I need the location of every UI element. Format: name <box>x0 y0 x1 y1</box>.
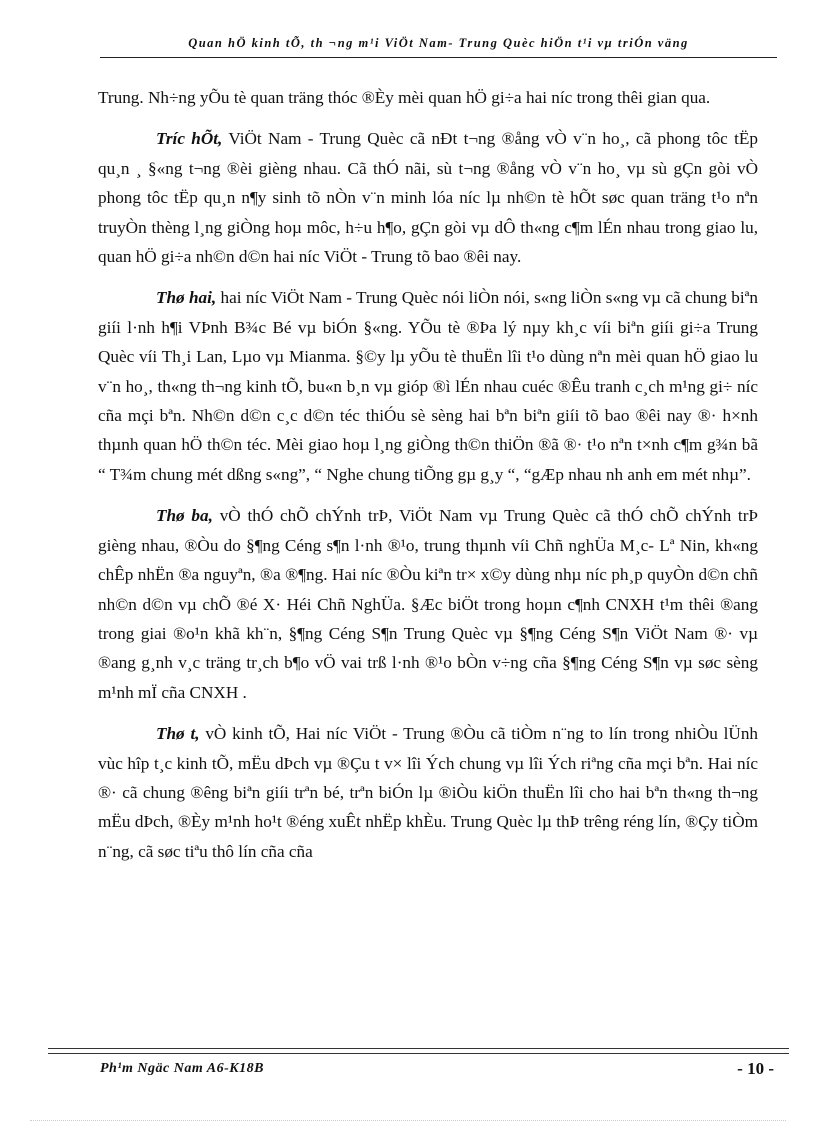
paragraph-lead: Tríc hÕt, <box>156 129 223 149</box>
page-edge-divider <box>30 1120 786 1121</box>
footer-rule-bottom <box>48 1053 789 1054</box>
paragraph-text: vÒ kinh tÕ, Hai níc ViÖt - Trung ®Òu cã tiÒm n¨ng to lín trong nhiÒu lÜnh vùc hîp t¸c kinh tÕ, mËu dÞch vµ ®Çu t v× lîi Ých chung vµ lîi Ých riªng cña mçi bªn. Hai níc ®· cã chung ®êng biªn giíi trªn bé, trªn biÓn lµ ®iÒu kiÖn thuËn lîi cho hai bªn th«ng th¬ng mËu dÞch, ®Èy m¹nh ho¹t ®éng xuÊt nhËp khÈu. Trung Quèc lµ thÞ trêng réng lín, ®Çy tiÒm n¨ng, cã søc tiªu thô lín cña cña <box>98 724 759 861</box>
paragraph-lead: Thø ba, <box>156 506 213 526</box>
paragraph-text: vÒ thÓ chÕ chÝnh trÞ, ViÖt Nam vµ Trung Quèc cã thÓ chÕ chÝnh trÞ gièng nhau, ®Òu do §¶ng Céng s¶n l·nh ®¹o, trung thµnh víi Chñ nghÜa M¸c- Lª Nin, kh«ng chÊp nhËn ®a nguyªn, ®a ®¶ng. Hai níc ®Òu kiªn tr× x©y dùng nhµ níc ph¸p quyÒn d©n chñ nh©n d©n vµ chÕ ®é X· Héi Chñ NghÜa. §Æc biÖt trong hoµn c¶nh CNXH t¹m thêi ®ang trong giai ®o¹n khã kh¨n, §¶ng Céng S¶n Trung Quèc vµ §¶ng Céng S¶n ViÖt Nam ®· vµ ®ang g¸nh v¸c träng tr¸ch b¶o vÖ vai trß l·nh ®¹o bÒn v÷ng cña §¶ng Céng S¶n vµ søc sèng m¹nh mÏ cña CNXH . <box>98 506 758 702</box>
paragraph-third <box>98 501 758 707</box>
paragraph-text: hai níc ViÖt Nam - Trung Quèc nói liÒn nói, s«ng liÒn s«ng vµ cã chung biªn giíi l·nh h¶i VÞnh B¾c Bé vµ biÓn §«ng. YÕu tè ®Þa lý nµy kh¸c víi biªn giíi gi÷a Trung Quèc víi Th¸i Lan, Lµo vµ Mianma. §©y lµ yÕu tè thuËn lîi t¹o dùng nªn mèi quan hÖ giao lu v¨n ho¸, th«ng th¬ng kinh tÕ, bu«n b¸n vµ gióp ®ì lÉn nhau cuéc ®Êu tranh c¸ch m¹ng gi÷ níc cña mçi bªn. Nh©n d©n c¸c d©n téc thiÓu sè sèng hai bªn biªn giíi tõ bao ®êi nay ®· h×nh thµnh quan hÖ th©n téc. Mèi giao hoµ l¸ng giÒng th©n thiÖn ®ã ®· t¹o nªn t×nh c¶m g¾n bã “ T¾m chung mét dßng s«ng”, “ Nghe chung tiÕng gµ g¸y “, “gÆp nhau nh anh em mét nhµ”. <box>98 288 758 484</box>
paragraph-lead: Thø hai, <box>156 288 217 308</box>
page-number: - 10 - <box>737 1059 774 1078</box>
paragraph-lead: Thø t, <box>156 724 200 744</box>
paragraph-fourth <box>98 719 758 866</box>
header-rule <box>100 57 777 58</box>
paragraph-continuation <box>98 83 758 112</box>
paragraph-second <box>98 283 758 489</box>
paragraph-first <box>98 124 758 271</box>
footer-rule-top <box>48 1048 789 1049</box>
paragraph-text: ViÖt Nam - Trung Quèc cã nÐt t¬ng ®ång vÒ v¨n ho¸, cã phong tôc tËp qu¸n ¸ §«ng t¬ng ®èi gièng nhau. Cã thÓ nãi, sù t¬ng ®ång vÒ v¨n ho¸ vµ sù gÇn gòi vÒ phong tôc tËp qu¸n n¶y sinh tõ nÒn v¨n minh lóa níc lµ nh©n tè hÕt søc quan träng t¹o nªn truyÒn thèng l¸ng giÒng hoµ môc, h÷u h¶o, gÇn gòi vµ dÔ th«ng c¶m lÉn nhau trong giao lu, quan hÖ gi÷a nh©n d©n hai níc ViÖt - Trung tõ bao ®êi nay. <box>98 129 758 267</box>
paragraph-text: Trung. Nh÷ng yÕu tè quan träng thóc ®Èy mèi quan hÖ gi÷a hai níc trong thêi gian qua. <box>98 88 711 107</box>
footer-author: Ph¹m Ngäc Nam A6-K18B <box>100 1061 264 1076</box>
document-body <box>98 83 758 866</box>
running-header: Quan hÖ kinh tÕ, th ¬ng m¹i ViÖt Nam- Trung Quèc hiÖn t¹i vµ triÓn väng <box>188 36 689 50</box>
